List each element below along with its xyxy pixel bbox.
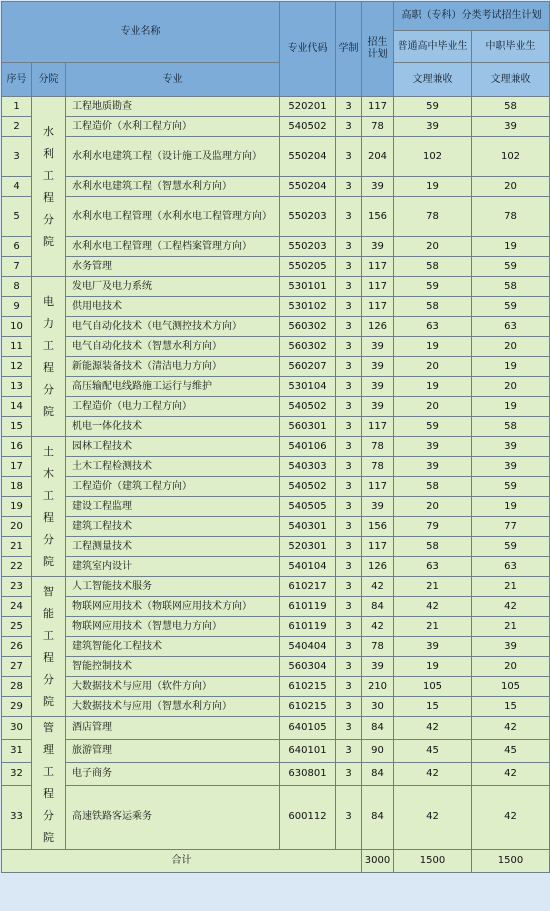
seq-cell: 1 xyxy=(2,97,32,117)
total-general-hs: 1500 xyxy=(394,850,472,873)
major-cell: 人工智能技术服务 xyxy=(66,577,280,597)
table-row xyxy=(2,417,550,437)
seq-cell: 14 xyxy=(2,397,32,417)
wenli-header-vs: 文理兼收 xyxy=(472,63,550,97)
code-cell: 550204 xyxy=(280,137,336,177)
seq-cell: 2 xyxy=(2,117,32,137)
vocational-cell: 42 xyxy=(472,785,550,849)
vocational-cell: 58 xyxy=(472,97,550,117)
major-cell: 物联网应用技术（物联网应用技术方向） xyxy=(66,597,280,617)
general-hs-cell: 15 xyxy=(394,697,472,717)
vocational-cell: 63 xyxy=(472,557,550,577)
vocational-cell: 21 xyxy=(472,617,550,637)
vocational-cell: 19 xyxy=(472,237,550,257)
seq-cell: 30 xyxy=(2,717,32,740)
seq-cell: 23 xyxy=(2,577,32,597)
seq-cell: 8 xyxy=(2,277,32,297)
plan-cell: 117 xyxy=(362,477,394,497)
seq-cell: 24 xyxy=(2,597,32,617)
plan-cell: 78 xyxy=(362,637,394,657)
code-header: 专业代码 xyxy=(280,2,336,97)
code-cell: 560207 xyxy=(280,357,336,377)
table-row xyxy=(2,117,550,137)
category-title: 高职（专科）分类考试招生计划 xyxy=(394,2,550,31)
general-hs-cell: 42 xyxy=(394,785,472,849)
vocational-cell: 42 xyxy=(472,762,550,785)
plan-cell: 117 xyxy=(362,297,394,317)
seq-cell: 19 xyxy=(2,497,32,517)
duration-cell: 3 xyxy=(336,177,362,197)
general-hs-cell: 19 xyxy=(394,377,472,397)
code-cell: 540502 xyxy=(280,397,336,417)
plan-cell: 30 xyxy=(362,697,394,717)
code-cell: 560301 xyxy=(280,417,336,437)
table-row xyxy=(2,677,550,697)
general-hs-cell: 20 xyxy=(394,497,472,517)
major-cell: 水利水电工程管理（水利水电工程管理方向） xyxy=(66,197,280,237)
major-cell: 工程造价（电力工程方向） xyxy=(66,397,280,417)
major-cell: 电气自动化技术（电气测控技术方向） xyxy=(66,317,280,337)
duration-cell: 3 xyxy=(336,577,362,597)
seq-cell: 25 xyxy=(2,617,32,637)
duration-cell: 3 xyxy=(336,137,362,177)
vocational-cell: 59 xyxy=(472,297,550,317)
seq-cell: 29 xyxy=(2,697,32,717)
duration-cell: 3 xyxy=(336,537,362,557)
table-row xyxy=(2,357,550,377)
plan-cell: 84 xyxy=(362,762,394,785)
major-cell: 发电厂及电力系统 xyxy=(66,277,280,297)
wenli-header-hs: 文理兼收 xyxy=(394,63,472,97)
duration-cell: 3 xyxy=(336,257,362,277)
code-cell: 610215 xyxy=(280,697,336,717)
seq-cell: 9 xyxy=(2,297,32,317)
department-cell xyxy=(32,717,66,850)
general-hs-cell: 59 xyxy=(394,97,472,117)
plan-cell: 117 xyxy=(362,417,394,437)
code-cell: 550203 xyxy=(280,237,336,257)
duration-cell: 3 xyxy=(336,517,362,537)
general-hs-cell: 39 xyxy=(394,457,472,477)
seq-cell: 10 xyxy=(2,317,32,337)
general-hs-cell: 78 xyxy=(394,197,472,237)
major-cell: 园林工程技术 xyxy=(66,437,280,457)
major-cell: 土木工程检测技术 xyxy=(66,457,280,477)
seq-cell: 7 xyxy=(2,257,32,277)
general-hs-cell: 42 xyxy=(394,717,472,740)
duration-cell: 3 xyxy=(336,637,362,657)
vocational-cell: 105 xyxy=(472,677,550,697)
table-row xyxy=(2,397,550,417)
code-cell: 530104 xyxy=(280,377,336,397)
table-row xyxy=(2,177,550,197)
vocational-cell: 15 xyxy=(472,697,550,717)
plan-cell: 78 xyxy=(362,117,394,137)
code-cell: 540502 xyxy=(280,477,336,497)
major-cell: 建设工程监理 xyxy=(66,497,280,517)
duration-cell: 3 xyxy=(336,677,362,697)
duration-cell: 3 xyxy=(336,597,362,617)
major-cell: 酒店管理 xyxy=(66,717,280,740)
vocational-cell: 63 xyxy=(472,317,550,337)
plan-cell: 39 xyxy=(362,657,394,677)
vocational-cell: 39 xyxy=(472,637,550,657)
plan-cell: 39 xyxy=(362,397,394,417)
major-cell: 大数据技术与应用（智慧水利方向） xyxy=(66,697,280,717)
department-cell xyxy=(32,577,66,717)
enrollment-table xyxy=(1,1,550,873)
duration-cell: 3 xyxy=(336,717,362,740)
plan-cell: 84 xyxy=(362,717,394,740)
general-hs-header: 普通高中毕业生 xyxy=(394,31,472,63)
duration-cell: 3 xyxy=(336,197,362,237)
major-name-header: 专业名称 xyxy=(2,2,280,63)
major-cell: 水务管理 xyxy=(66,257,280,277)
code-cell: 540303 xyxy=(280,457,336,477)
seq-cell: 11 xyxy=(2,337,32,357)
table-row xyxy=(2,497,550,517)
duration-cell: 3 xyxy=(336,117,362,137)
seq-cell: 32 xyxy=(2,762,32,785)
table-row xyxy=(2,317,550,337)
duration-cell: 3 xyxy=(336,297,362,317)
table-row xyxy=(2,337,550,357)
general-hs-cell: 59 xyxy=(394,417,472,437)
major-cell: 建筑工程技术 xyxy=(66,517,280,537)
code-cell: 600112 xyxy=(280,785,336,849)
plan-cell: 117 xyxy=(362,277,394,297)
table-row xyxy=(2,137,550,177)
duration-cell: 3 xyxy=(336,762,362,785)
vocational-cell: 102 xyxy=(472,137,550,177)
vocational-cell: 78 xyxy=(472,197,550,237)
vocational-cell: 19 xyxy=(472,397,550,417)
plan-cell: 39 xyxy=(362,377,394,397)
code-cell: 610217 xyxy=(280,577,336,597)
department-name: 电力工程分院 xyxy=(43,294,54,418)
plan-cell: 204 xyxy=(362,137,394,177)
general-hs-cell: 58 xyxy=(394,537,472,557)
plan-cell: 126 xyxy=(362,557,394,577)
duration-cell: 3 xyxy=(336,457,362,477)
table-row xyxy=(2,637,550,657)
plan-cell: 42 xyxy=(362,617,394,637)
plan-cell: 39 xyxy=(362,237,394,257)
vocational-cell: 19 xyxy=(472,357,550,377)
seq-cell: 6 xyxy=(2,237,32,257)
code-cell: 540502 xyxy=(280,117,336,137)
table-row xyxy=(2,377,550,397)
code-cell: 550204 xyxy=(280,177,336,197)
general-hs-cell: 58 xyxy=(394,297,472,317)
code-cell: 540301 xyxy=(280,517,336,537)
department-name: 土木工程分院 xyxy=(43,444,54,568)
seq-cell: 21 xyxy=(2,537,32,557)
general-hs-cell: 21 xyxy=(394,617,472,637)
vocational-cell: 20 xyxy=(472,177,550,197)
code-cell: 540404 xyxy=(280,637,336,657)
code-cell: 560302 xyxy=(280,317,336,337)
seq-cell: 17 xyxy=(2,457,32,477)
plan-cell: 117 xyxy=(362,257,394,277)
code-cell: 530101 xyxy=(280,277,336,297)
department-cell xyxy=(32,277,66,437)
major-cell: 高压输配电线路施工运行与维护 xyxy=(66,377,280,397)
table-row xyxy=(2,697,550,717)
code-cell: 550205 xyxy=(280,257,336,277)
table-row xyxy=(2,517,550,537)
table-row xyxy=(2,297,550,317)
plan-cell: 210 xyxy=(362,677,394,697)
general-hs-cell: 58 xyxy=(394,257,472,277)
major-header: 专业 xyxy=(66,63,280,97)
vocational-header: 中职毕业生 xyxy=(472,31,550,63)
department-name: 水利工程分院 xyxy=(43,124,54,248)
plan-cell: 39 xyxy=(362,337,394,357)
seq-cell: 31 xyxy=(2,739,32,762)
table-row xyxy=(2,97,550,117)
major-cell: 物联网应用技术（智慧电力方向） xyxy=(66,617,280,637)
plan-cell: 78 xyxy=(362,457,394,477)
vocational-cell: 59 xyxy=(472,257,550,277)
plan-cell: 39 xyxy=(362,497,394,517)
vocational-cell: 42 xyxy=(472,717,550,740)
duration-cell: 3 xyxy=(336,337,362,357)
seq-cell: 12 xyxy=(2,357,32,377)
major-cell: 机电一体化技术 xyxy=(66,417,280,437)
plan-cell: 117 xyxy=(362,537,394,557)
table-row xyxy=(2,237,550,257)
duration-cell: 3 xyxy=(336,377,362,397)
code-cell: 640105 xyxy=(280,717,336,740)
code-cell: 610119 xyxy=(280,617,336,637)
table-row xyxy=(2,437,550,457)
general-hs-cell: 79 xyxy=(394,517,472,537)
major-cell: 旅游管理 xyxy=(66,739,280,762)
general-hs-cell: 39 xyxy=(394,117,472,137)
table-row xyxy=(2,557,550,577)
general-hs-cell: 42 xyxy=(394,762,472,785)
duration-cell: 3 xyxy=(336,397,362,417)
duration-cell: 3 xyxy=(336,277,362,297)
general-hs-cell: 102 xyxy=(394,137,472,177)
duration-cell: 3 xyxy=(336,697,362,717)
major-cell: 工程地质勘查 xyxy=(66,97,280,117)
general-hs-cell: 19 xyxy=(394,337,472,357)
seq-header: 序号 xyxy=(2,63,32,97)
general-hs-cell: 59 xyxy=(394,277,472,297)
department-cell xyxy=(32,97,66,277)
general-hs-cell: 45 xyxy=(394,739,472,762)
seq-cell: 3 xyxy=(2,137,32,177)
seq-cell: 33 xyxy=(2,785,32,849)
table-row xyxy=(2,717,550,740)
total-label: 合计 xyxy=(2,850,362,873)
seq-cell: 5 xyxy=(2,197,32,237)
vocational-cell: 19 xyxy=(472,497,550,517)
general-hs-cell: 20 xyxy=(394,357,472,377)
code-cell: 540505 xyxy=(280,497,336,517)
major-cell: 供用电技术 xyxy=(66,297,280,317)
duration-header: 学制 xyxy=(336,2,362,97)
code-cell: 530102 xyxy=(280,297,336,317)
general-hs-cell: 19 xyxy=(394,177,472,197)
seq-cell: 20 xyxy=(2,517,32,537)
duration-cell: 3 xyxy=(336,657,362,677)
code-cell: 550203 xyxy=(280,197,336,237)
department-cell xyxy=(32,437,66,577)
plan-cell: 90 xyxy=(362,739,394,762)
major-cell: 大数据技术与应用（软件方向） xyxy=(66,677,280,697)
vocational-cell: 45 xyxy=(472,739,550,762)
plan-cell: 42 xyxy=(362,577,394,597)
general-hs-cell: 105 xyxy=(394,677,472,697)
major-cell: 水利水电建筑工程（设计施工及监理方向） xyxy=(66,137,280,177)
plan-cell: 126 xyxy=(362,317,394,337)
seq-cell: 16 xyxy=(2,437,32,457)
duration-cell: 3 xyxy=(336,417,362,437)
plan-header: 招生计划 xyxy=(362,2,394,97)
general-hs-cell: 63 xyxy=(394,557,472,577)
vocational-cell: 58 xyxy=(472,277,550,297)
vocational-cell: 39 xyxy=(472,457,550,477)
vocational-cell: 59 xyxy=(472,477,550,497)
table-row xyxy=(2,277,550,297)
total-plan: 3000 xyxy=(362,850,394,873)
major-cell: 工程造价（建筑工程方向） xyxy=(66,477,280,497)
general-hs-cell: 58 xyxy=(394,477,472,497)
dept-header: 分院 xyxy=(32,63,66,97)
duration-cell: 3 xyxy=(336,617,362,637)
total-vocational: 1500 xyxy=(472,850,550,873)
plan-cell: 84 xyxy=(362,785,394,849)
major-cell: 电气自动化技术（智慧水利方向） xyxy=(66,337,280,357)
vocational-cell: 39 xyxy=(472,437,550,457)
code-cell: 640101 xyxy=(280,739,336,762)
general-hs-cell: 39 xyxy=(394,437,472,457)
major-cell: 高速铁路客运乘务 xyxy=(66,785,280,849)
table-row xyxy=(2,617,550,637)
table-row xyxy=(2,477,550,497)
general-hs-cell: 20 xyxy=(394,397,472,417)
total-row xyxy=(2,850,550,873)
vocational-cell: 20 xyxy=(472,337,550,357)
duration-cell: 3 xyxy=(336,785,362,849)
vocational-cell: 21 xyxy=(472,577,550,597)
duration-cell: 3 xyxy=(336,739,362,762)
seq-cell: 28 xyxy=(2,677,32,697)
table-row xyxy=(2,597,550,617)
vocational-cell: 42 xyxy=(472,597,550,617)
code-cell: 520301 xyxy=(280,537,336,557)
code-cell: 560304 xyxy=(280,657,336,677)
seq-cell: 27 xyxy=(2,657,32,677)
duration-cell: 3 xyxy=(336,97,362,117)
vocational-cell: 20 xyxy=(472,657,550,677)
code-cell: 610119 xyxy=(280,597,336,617)
table-row xyxy=(2,657,550,677)
table-row xyxy=(2,537,550,557)
plan-cell: 84 xyxy=(362,597,394,617)
code-cell: 520201 xyxy=(280,97,336,117)
general-hs-cell: 19 xyxy=(394,657,472,677)
general-hs-cell: 42 xyxy=(394,597,472,617)
general-hs-cell: 39 xyxy=(394,637,472,657)
seq-cell: 18 xyxy=(2,477,32,497)
general-hs-cell: 20 xyxy=(394,237,472,257)
duration-cell: 3 xyxy=(336,317,362,337)
duration-cell: 3 xyxy=(336,357,362,377)
major-cell: 工程测量技术 xyxy=(66,537,280,557)
seq-cell: 26 xyxy=(2,637,32,657)
seq-cell: 13 xyxy=(2,377,32,397)
code-cell: 630801 xyxy=(280,762,336,785)
code-cell: 610215 xyxy=(280,677,336,697)
major-cell: 智能控制技术 xyxy=(66,657,280,677)
major-cell: 工程造价（水利工程方向） xyxy=(66,117,280,137)
vocational-cell: 58 xyxy=(472,417,550,437)
major-cell: 水利水电建筑工程（智慧水利方向） xyxy=(66,177,280,197)
major-cell: 建筑室内设计 xyxy=(66,557,280,577)
duration-cell: 3 xyxy=(336,557,362,577)
vocational-cell: 39 xyxy=(472,117,550,137)
major-cell: 水利水电工程管理（工程档案管理方向） xyxy=(66,237,280,257)
major-cell: 电子商务 xyxy=(66,762,280,785)
plan-cell: 39 xyxy=(362,177,394,197)
seq-cell: 4 xyxy=(2,177,32,197)
plan-cell: 117 xyxy=(362,97,394,117)
general-hs-cell: 63 xyxy=(394,317,472,337)
code-cell: 540104 xyxy=(280,557,336,577)
department-name: 智能工程分院 xyxy=(43,584,54,708)
vocational-cell: 20 xyxy=(472,377,550,397)
table-row xyxy=(2,197,550,237)
plan-cell: 156 xyxy=(362,517,394,537)
table-row xyxy=(2,577,550,597)
plan-cell: 78 xyxy=(362,437,394,457)
duration-cell: 3 xyxy=(336,237,362,257)
duration-cell: 3 xyxy=(336,497,362,517)
major-cell: 新能源装备技术（清洁电力方向） xyxy=(66,357,280,377)
duration-cell: 3 xyxy=(336,437,362,457)
table-row xyxy=(2,257,550,277)
table-row xyxy=(2,457,550,477)
plan-cell: 156 xyxy=(362,197,394,237)
vocational-cell: 59 xyxy=(472,537,550,557)
vocational-cell: 77 xyxy=(472,517,550,537)
major-cell: 建筑智能化工程技术 xyxy=(66,637,280,657)
code-cell: 560302 xyxy=(280,337,336,357)
duration-cell: 3 xyxy=(336,477,362,497)
plan-cell: 39 xyxy=(362,357,394,377)
general-hs-cell: 21 xyxy=(394,577,472,597)
seq-cell: 22 xyxy=(2,557,32,577)
seq-cell: 15 xyxy=(2,417,32,437)
table-row xyxy=(2,785,550,849)
code-cell: 540106 xyxy=(280,437,336,457)
table-row xyxy=(2,762,550,785)
table-row xyxy=(2,739,550,762)
department-name: 管理工程分院 xyxy=(43,721,54,844)
